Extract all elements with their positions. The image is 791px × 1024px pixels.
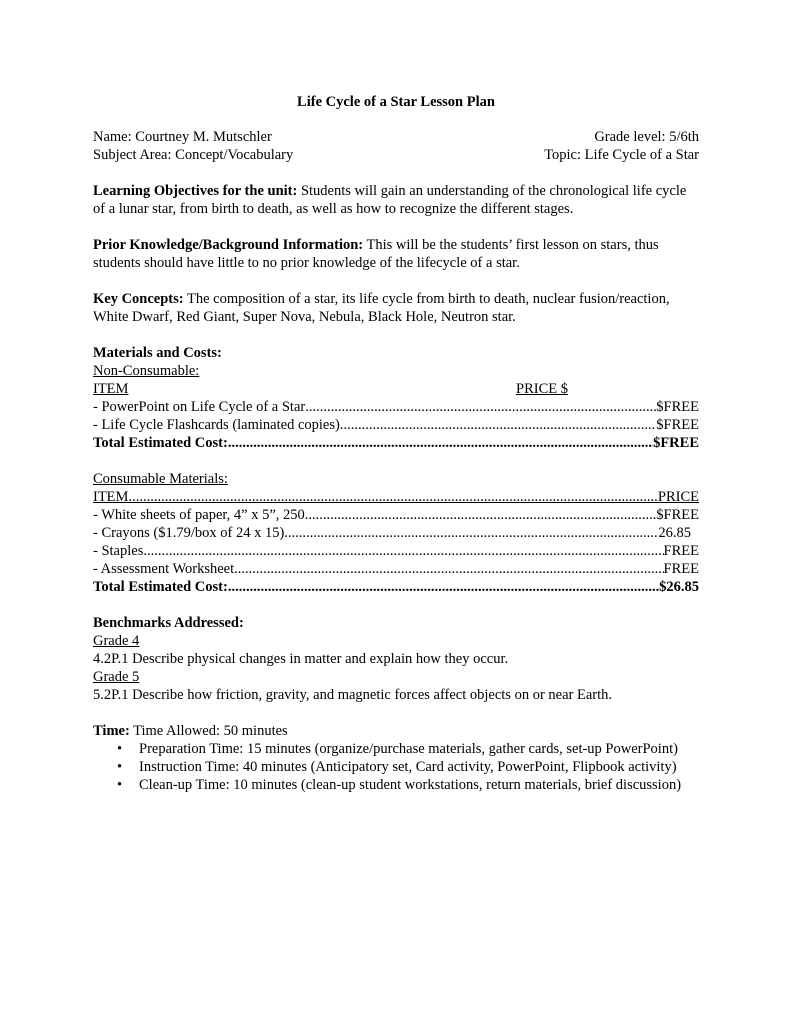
total-label: Total Estimated Cost: bbox=[93, 435, 228, 451]
dot-leader bbox=[305, 506, 657, 524]
objectives-text: Students will gain an understanding of the chronological life cycle of a lunar star, from birth to death, as well as how to recognize the different stages. bbox=[93, 183, 687, 217]
consumable-column-header bbox=[93, 488, 699, 506]
total-price: $26.85 bbox=[659, 579, 699, 595]
nonconsumable-heading: Non-Consumable: bbox=[93, 363, 200, 379]
row-label: - Assessment Worksheet bbox=[93, 561, 235, 577]
learning-objectives bbox=[93, 182, 699, 218]
nonconsumable-row bbox=[93, 398, 699, 416]
time-section bbox=[93, 722, 699, 794]
topic: Topic: Life Cycle of a Star bbox=[544, 147, 699, 163]
concepts-text: The composition of a star, its life cycle from birth to death, nuclear fusion/reaction, White Dwarf, Red Giant, Super Nova, Nebula, Black Hole, Neutron star. bbox=[93, 291, 670, 325]
dot-leader bbox=[128, 488, 657, 506]
header-row-2 bbox=[93, 146, 699, 164]
materials-section bbox=[93, 344, 699, 596]
grade-4-heading: Grade 4 bbox=[93, 633, 140, 649]
dot-leader bbox=[284, 524, 658, 542]
dot-leader bbox=[228, 578, 659, 596]
list-item: • Preparation Time: 15 minutes (organize/purchase materials, gather cards, set-up PowerPoint) bbox=[139, 740, 699, 758]
grade-5-heading: Grade 5 bbox=[93, 669, 140, 685]
dot-leader bbox=[228, 434, 653, 452]
nonconsumable-column-header bbox=[93, 380, 699, 398]
nonconsumable-total-row bbox=[93, 434, 699, 452]
nonconsumable-item-col: ITEM bbox=[93, 381, 129, 397]
row-price: FREE bbox=[663, 561, 699, 577]
row-label: - Life Cycle Flashcards (laminated copies) bbox=[93, 417, 340, 433]
list-item: • Clean-up Time: 10 minutes (clean-up student workstations, return materials, brief discussion) bbox=[139, 776, 699, 794]
concepts-label: Key Concepts: bbox=[93, 291, 184, 307]
row-price: $FREE bbox=[656, 417, 699, 433]
list-item: • Instruction Time: 40 minutes (Anticipatory set, Card activity, PowerPoint, Flipbook activity) bbox=[139, 758, 699, 776]
grade-5-benchmark: 5.2P.1 Describe how friction, gravity, and magnetic forces affect objects on or near Earth. bbox=[93, 687, 612, 703]
nonconsumable-price-col: PRICE $ bbox=[516, 381, 568, 397]
header-row-1 bbox=[93, 128, 699, 146]
objectives-label: Learning Objectives for the unit: bbox=[93, 183, 298, 199]
prior-label: Prior Knowledge/Background Information: bbox=[93, 237, 364, 253]
row-price: FREE bbox=[663, 543, 699, 559]
key-concepts bbox=[93, 290, 699, 326]
row-label: - Staples bbox=[93, 543, 144, 559]
row-label: - Crayons ($1.79/box of 24 x 15) bbox=[93, 525, 285, 541]
dot-leader bbox=[143, 542, 663, 560]
subject-area: Subject Area: Concept/Vocabulary bbox=[93, 147, 294, 163]
consumable-row bbox=[93, 506, 699, 524]
grade-4-benchmark: 4.2P.1 Describe physical changes in matter and explain how they occur. bbox=[93, 651, 509, 667]
total-price: $FREE bbox=[653, 435, 699, 451]
dot-leader bbox=[340, 416, 656, 434]
grade-level: Grade level: 5/6th bbox=[594, 129, 699, 145]
lesson-plan-document bbox=[93, 93, 699, 794]
row-price: 26.85 bbox=[658, 525, 691, 541]
consumable-total-row bbox=[93, 578, 699, 596]
time-label: Time: bbox=[93, 723, 130, 739]
consumable-row bbox=[93, 560, 699, 578]
prior-text: This will be the students’ first lesson on stars, thus students should have little to no prior knowledge of the lifecycle of a star. bbox=[93, 237, 659, 271]
consumable-price-col: PRICE bbox=[657, 489, 699, 505]
row-label: - PowerPoint on Life Cycle of a Star bbox=[93, 399, 306, 415]
consumable-heading: Consumable Materials: bbox=[93, 471, 228, 487]
time-allowed-line bbox=[93, 722, 699, 740]
consumable-item-col: ITEM bbox=[93, 489, 129, 505]
benchmarks-section bbox=[93, 614, 699, 704]
prior-knowledge bbox=[93, 236, 699, 272]
teacher-name: Name: Courtney M. Mutschler bbox=[93, 129, 272, 145]
dot-leader bbox=[305, 398, 656, 416]
time-breakdown-list bbox=[93, 740, 699, 794]
materials-heading: Materials and Costs: bbox=[93, 345, 222, 361]
consumable-row bbox=[93, 542, 699, 560]
row-price: $FREE bbox=[656, 399, 699, 415]
total-label: Total Estimated Cost: bbox=[93, 579, 228, 595]
row-label: - White sheets of paper, 4” x 5”, 250 bbox=[93, 507, 305, 523]
benchmarks-heading: Benchmarks Addressed: bbox=[93, 615, 244, 631]
consumable-row bbox=[93, 524, 699, 542]
dot-leader bbox=[234, 560, 663, 578]
document-title: Life Cycle of a Star Lesson Plan bbox=[297, 94, 495, 110]
row-price: $FREE bbox=[656, 507, 699, 523]
nonconsumable-row bbox=[93, 416, 699, 434]
time-allowed: Time Allowed: 50 minutes bbox=[129, 723, 288, 739]
